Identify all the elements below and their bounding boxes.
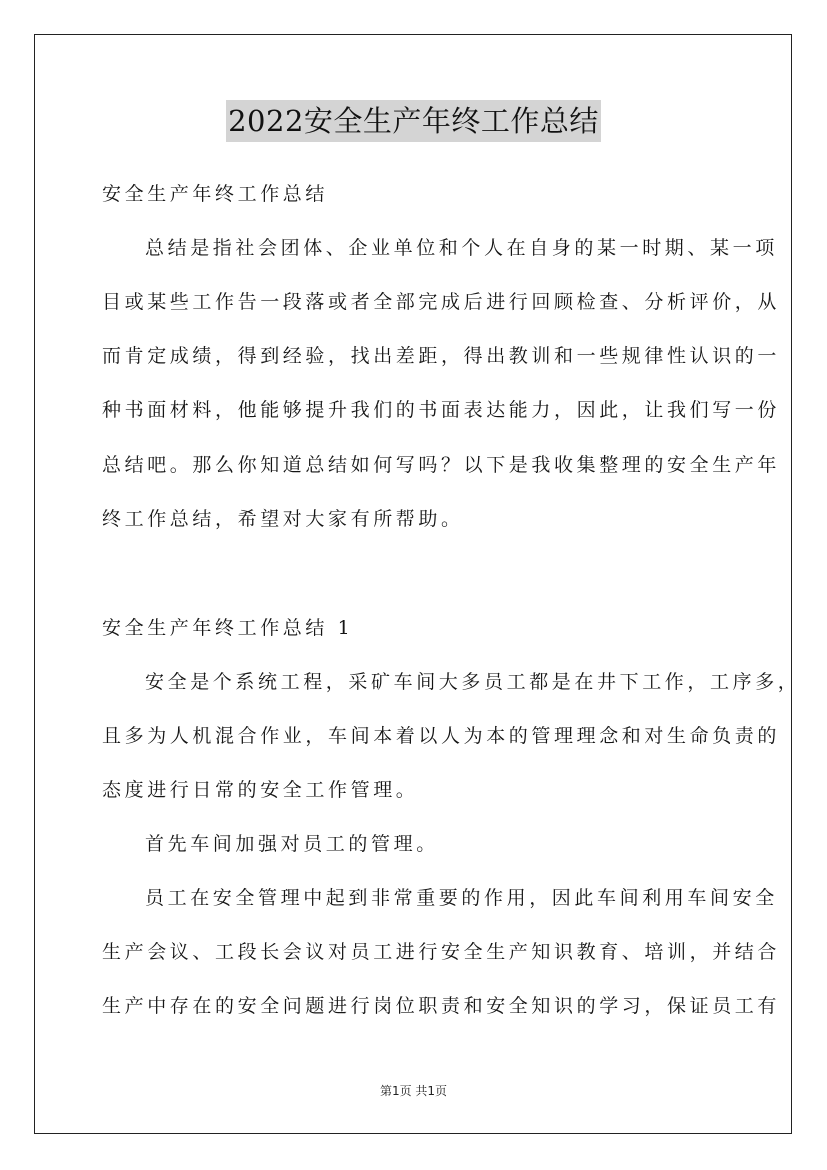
paragraph-line: 且多为人机混合作业，车间本着以人为本的管理理念和对生命负责的: [102, 725, 781, 747]
intro-line: 而肯定成绩，得到经验，找出差距，得出教训和一些规律性认识的一: [102, 345, 781, 367]
section-heading: 安全生产年终工作总结 1: [102, 617, 354, 639]
intro-line: 种书面材料，他能够提升我们的书面表达能力，因此，让我们写一份: [102, 399, 781, 421]
paragraph-line: 态度进行日常的安全工作管理。: [102, 779, 419, 801]
title-container: [0, 100, 827, 142]
paragraph-line: 员工在安全管理中起到非常重要的作用，因此车间利用车间安全: [145, 887, 778, 909]
intro-line: 终工作总结，希望对大家有所帮助。: [102, 508, 464, 530]
intro-line: 总结吧。那么你知道总结如何写吗？以下是我收集整理的安全生产年: [102, 454, 781, 476]
paragraph-line: 生产中存在的安全问题进行岗位职责和安全知识的学习，保证员工有: [102, 995, 781, 1017]
paragraph-line: 安全是个系统工程，采矿车间大多员工都是在井下工作，工序多，: [145, 671, 801, 693]
paragraph-line: 首先车间加强对员工的管理。: [145, 833, 439, 855]
intro-line: 总结是指社会团体、企业单位和个人在自身的某一时期、某一项: [145, 237, 778, 259]
document-subtitle: 安全生产年终工作总结: [102, 183, 329, 205]
document-title: 2022安全生产年终工作总结: [226, 100, 601, 142]
page-footer: 第1页 共1页: [379, 1084, 448, 1098]
intro-line: 目或某些工作告一段落或者全部完成后进行回顾检查、分析评价，从: [102, 291, 781, 313]
paragraph-line: 生产会议、工段长会议对员工进行安全生产知识教育、培训，并结合: [102, 941, 781, 963]
